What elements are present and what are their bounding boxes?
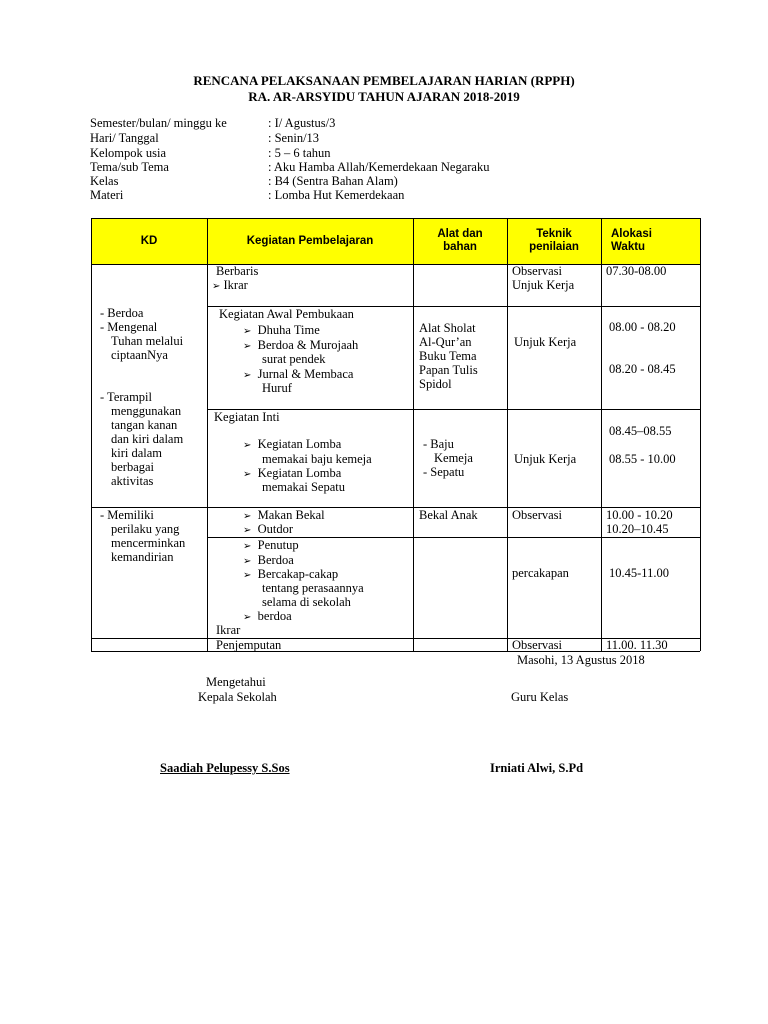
bullet-arrow-icon: ➢	[243, 341, 252, 352]
col-divider-1	[207, 218, 208, 651]
info-value-hari: : Senin/13	[268, 131, 320, 145]
r2-waktu-1: 08.00 - 08.20	[609, 320, 676, 334]
info-label-hari: Hari/ Tanggal	[90, 131, 159, 145]
document-subtitle: RA. AR-ARSYIDU TAHUN AJARAN 2018-2019	[248, 89, 520, 104]
r2-kegiatan-2: ➢ Berdoa & Murojaah	[243, 338, 359, 352]
r5-kegiatan-3: ➢ Bercakap-cakap	[243, 567, 339, 581]
kd-item-3-cont: tangan kanan	[111, 418, 178, 432]
header-alat: Alat dan bahan	[437, 228, 483, 253]
kd-item-3: - Terampil	[100, 390, 153, 404]
col-divider-2	[413, 218, 414, 651]
r4-waktu-1: 10.00 - 10.20	[606, 508, 673, 522]
r6-teknik: Observasi	[512, 638, 562, 652]
header-kegiatan: Kegiatan Pembelajaran	[246, 234, 374, 247]
header-alokasi: Alokasi Waktu	[611, 228, 652, 253]
r3-waktu-1: 08.45–08.55	[609, 424, 672, 438]
kepala-sekolah-name: Saadiah Pelupessy S.Sos	[160, 761, 290, 775]
info-value-materi: : Lomba Hut Kemerdekaan	[268, 188, 405, 202]
r5-teknik: percakapan	[512, 566, 569, 580]
r5-kegiatan-3-cont: tentang perasaannya	[262, 581, 364, 595]
bullet-arrow-icon: ➢	[243, 612, 252, 623]
r1-teknik-1: Observasi	[512, 264, 562, 278]
r3-alat-3: - Sepatu	[423, 465, 465, 479]
info-value-kelompok: : 5 – 6 tahun	[268, 146, 331, 160]
r1-waktu: 07.30-08.00	[606, 264, 667, 278]
bullet-arrow-icon: ➢	[243, 370, 252, 381]
r4-alat: Bekal Anak	[419, 508, 478, 522]
kd-item-2-cont: ciptaanNya	[111, 348, 168, 362]
kd-item-3-cont: berbagai	[111, 460, 155, 474]
r5-kegiatan-2: ➢ Berdoa	[243, 553, 294, 567]
bullet-arrow-icon: ➢	[243, 541, 252, 552]
r3-teknik: Unjuk Kerja	[514, 452, 577, 466]
r6-kegiatan: Penjemputan	[216, 638, 282, 652]
kd-item-3-cont: aktivitas	[111, 474, 154, 488]
bullet-arrow-icon: ➢	[243, 511, 252, 522]
document-title: RENCANA PELAKSANAAN PEMBELAJARAN HARIAN (RPPH)	[193, 73, 575, 88]
r2-teknik: Unjuk Kerja	[514, 335, 577, 349]
r2-alat-2: Al-Qur’an	[419, 335, 472, 349]
kd-item-2: - Mengenal	[100, 320, 158, 334]
r2-kegiatan-2-cont: surat pendek	[262, 352, 326, 366]
info-value-semester: : I/ Agustus/3	[268, 116, 336, 130]
r4-waktu-2: 10.20–10.45	[606, 522, 669, 536]
table-border-top	[91, 218, 700, 219]
bullet-arrow-icon: ➢	[243, 556, 252, 567]
kd-item-3-cont: kiri dalam	[111, 446, 163, 460]
bullet-arrow-icon: ➢	[243, 525, 252, 536]
row-divider-2	[207, 409, 700, 410]
col-divider-3	[507, 218, 508, 651]
r1-kegiatan-2: ➢ Ikrar	[212, 278, 248, 292]
r5-waktu: 10.45-11.00	[609, 566, 669, 580]
kd-item-3-cont: dan kiri dalam	[111, 432, 184, 446]
r2-alat-4: Papan Tulis	[419, 363, 478, 377]
r2-waktu-2: 08.20 - 08.45	[609, 362, 676, 376]
kd-item-4: - Memiliki	[100, 508, 154, 522]
info-label-semester: Semester/bulan/ minggu ke	[90, 116, 227, 130]
r2-alat-1: Alat Sholat	[419, 321, 476, 335]
info-label-kelas: Kelas	[90, 174, 119, 188]
r2-kegiatan-3-cont: Huruf	[262, 381, 292, 395]
bullet-arrow-icon: ➢	[243, 326, 252, 337]
r3-kegiatan-1: ➢ Kegiatan Lomba	[243, 437, 342, 451]
r2-kegiatan-3: ➢ Jurnal & Membaca	[243, 367, 354, 381]
r5-kegiatan-1: ➢ Penutup	[243, 538, 299, 552]
table-border-left	[91, 218, 92, 651]
r2-kegiatan-head: Kegiatan Awal Pembukaan	[219, 307, 354, 321]
place-date: Masohi, 13 Agustus 2018	[517, 653, 645, 667]
kd-item-1: - Berdoa	[100, 306, 144, 320]
guru-kelas-name: Irniati Alwi, S.Pd	[490, 761, 584, 775]
r2-alat-5: Spidol	[419, 377, 452, 391]
r3-kegiatan-2-cont: memakai Sepatu	[262, 480, 345, 494]
bullet-arrow-icon: ➢	[243, 440, 252, 451]
info-label-kelompok: Kelompok usia	[90, 146, 167, 160]
r3-kegiatan-1-cont: memakai baju kemeja	[262, 452, 372, 466]
info-value-kelas: : B4 (Sentra Bahan Alam)	[268, 174, 398, 188]
col-divider-4	[601, 218, 602, 651]
bullet-arrow-icon: ➢	[212, 281, 221, 292]
r1-teknik-2: Unjuk Kerja	[512, 278, 575, 292]
info-label-materi: Materi	[90, 188, 124, 202]
r5-kegiatan-5: Ikrar	[216, 623, 241, 637]
r3-kegiatan-2: ➢ Kegiatan Lomba	[243, 466, 342, 480]
r5-kegiatan-3-cont: selama di sekolah	[262, 595, 351, 609]
r5-kegiatan-4: ➢ berdoa	[243, 609, 292, 623]
r4-kegiatan-2: ➢ Outdor	[243, 522, 294, 536]
r3-alat-1: - Baju	[423, 437, 454, 451]
r2-kegiatan-1: ➢ Dhuha Time	[243, 323, 320, 337]
table-border-right	[700, 218, 701, 651]
mengetahui-label: Mengetahui	[206, 675, 266, 689]
r3-waktu-2: 08.55 - 10.00	[609, 452, 676, 466]
guru-kelas-label: Guru Kelas	[511, 690, 569, 704]
r3-kegiatan-head: Kegiatan Inti	[214, 410, 280, 424]
kd-item-3-cont: menggunakan	[111, 404, 182, 418]
r4-kegiatan-1: ➢ Makan Bekal	[243, 508, 325, 522]
kd-item-2-cont: Tuhan melalui	[111, 334, 184, 348]
kd-item-4-cont: perilaku yang	[111, 522, 180, 536]
r2-alat-3: Buku Tema	[419, 349, 477, 363]
r3-alat-2: Kemeja	[434, 451, 473, 465]
r4-teknik: Observasi	[512, 508, 562, 522]
r6-waktu: 11.00. 11.30	[606, 638, 668, 652]
info-label-tema: Tema/sub Tema	[90, 160, 169, 174]
bullet-arrow-icon: ➢	[243, 570, 252, 581]
kd-item-4-cont: mencerminkan	[111, 536, 186, 550]
kepala-sekolah-label: Kepala Sekolah	[198, 690, 277, 704]
kd-item-4-cont: kemandirian	[111, 550, 174, 564]
header-teknik: Teknik penilaian	[529, 228, 579, 253]
bullet-arrow-icon: ➢	[243, 469, 252, 480]
header-kd: KD	[140, 234, 158, 247]
r1-kegiatan-1: Berbaris	[216, 264, 259, 278]
info-value-tema: : Aku Hamba Allah/Kemerdekaan Negaraku	[268, 160, 490, 174]
